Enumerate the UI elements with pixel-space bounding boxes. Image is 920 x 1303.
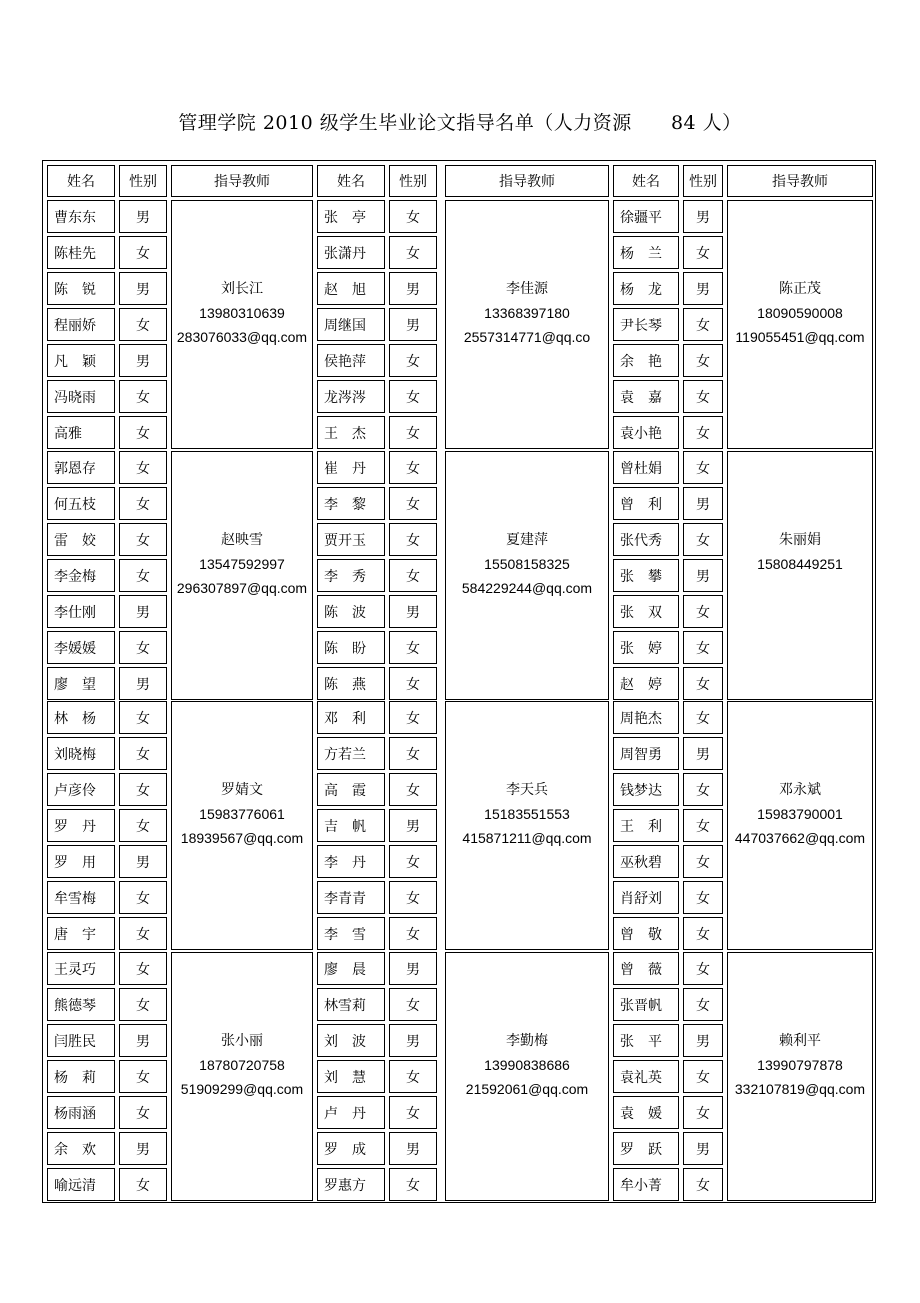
student-name: 何五枝 bbox=[47, 487, 115, 520]
student-gender: 女 bbox=[389, 236, 437, 269]
student-gender: 女 bbox=[119, 631, 167, 664]
student-gender: 男 bbox=[683, 200, 723, 233]
student-gender: 女 bbox=[683, 881, 723, 914]
header-advisor-3: 指导教师 bbox=[727, 165, 873, 197]
advisor-phone: 15183551553 bbox=[484, 805, 570, 822]
advisor-email: 283076033@qq.com bbox=[176, 328, 308, 345]
advisor-email: 2557314771@qq.co bbox=[463, 328, 591, 345]
student-gender: 女 bbox=[119, 308, 167, 341]
advisor-name: 罗婧文 bbox=[221, 781, 263, 798]
student-name: 赵 旭 bbox=[317, 272, 385, 305]
student-gender: 男 bbox=[119, 344, 167, 377]
student-gender: 女 bbox=[683, 845, 723, 878]
student-gender: 女 bbox=[119, 952, 167, 985]
student-gender: 女 bbox=[683, 380, 723, 413]
advisor-phone: 15508158325 bbox=[484, 555, 570, 572]
advisor-email: 18939567@qq.com bbox=[180, 829, 304, 846]
student-gender: 女 bbox=[683, 809, 723, 842]
student-name: 罗惠方 bbox=[317, 1168, 385, 1201]
advisor-email: 296307897@qq.com bbox=[176, 579, 308, 596]
student-name: 张 婷 bbox=[613, 631, 679, 664]
student-name: 唐 宇 bbox=[47, 917, 115, 950]
student-gender: 女 bbox=[389, 451, 437, 484]
student-name: 张潇丹 bbox=[317, 236, 385, 269]
advisor-phone: 18780720758 bbox=[199, 1056, 285, 1073]
student-name: 罗 丹 bbox=[47, 809, 115, 842]
student-name: 刘 波 bbox=[317, 1024, 385, 1057]
student-gender: 女 bbox=[683, 416, 723, 449]
student-name: 刘晓梅 bbox=[47, 737, 115, 770]
advisor-roster-table bbox=[42, 160, 876, 1203]
advisor-name: 朱丽娟 bbox=[779, 531, 821, 548]
student-name: 闫胜民 bbox=[47, 1024, 115, 1057]
student-gender: 女 bbox=[389, 1060, 437, 1093]
student-gender: 男 bbox=[119, 667, 167, 700]
student-gender: 女 bbox=[119, 416, 167, 449]
student-gender: 男 bbox=[389, 308, 437, 341]
advisor-email: 584229244@qq.com bbox=[461, 579, 593, 596]
advisor-name: 邓永斌 bbox=[779, 781, 821, 798]
student-name: 罗 用 bbox=[47, 845, 115, 878]
header-name-2: 姓名 bbox=[317, 165, 385, 197]
advisor-block bbox=[171, 952, 313, 1201]
student-gender: 男 bbox=[119, 1132, 167, 1165]
student-gender: 女 bbox=[119, 737, 167, 770]
advisor-phone: 13990797878 bbox=[757, 1056, 843, 1073]
student-gender: 女 bbox=[119, 701, 167, 734]
student-gender: 男 bbox=[119, 595, 167, 628]
advisor-block bbox=[727, 200, 873, 449]
student-gender: 女 bbox=[389, 523, 437, 556]
advisor-name: 刘长江 bbox=[221, 280, 263, 297]
student-name: 龙涔涔 bbox=[317, 380, 385, 413]
student-gender: 女 bbox=[683, 1168, 723, 1201]
student-name: 徐疆平 bbox=[613, 200, 679, 233]
student-gender: 女 bbox=[683, 667, 723, 700]
student-name: 邓 利 bbox=[317, 701, 385, 734]
student-name: 凡 颖 bbox=[47, 344, 115, 377]
advisor-name: 李天兵 bbox=[506, 781, 548, 798]
student-name: 卢彦伶 bbox=[47, 773, 115, 806]
student-name: 吉 帆 bbox=[317, 809, 385, 842]
student-gender: 女 bbox=[389, 667, 437, 700]
student-name: 陈 锐 bbox=[47, 272, 115, 305]
advisor-block bbox=[727, 451, 873, 700]
student-name: 袁 媛 bbox=[613, 1096, 679, 1129]
student-name: 张 亭 bbox=[317, 200, 385, 233]
student-gender: 女 bbox=[683, 344, 723, 377]
advisor-block bbox=[171, 200, 313, 449]
student-name: 罗 跃 bbox=[613, 1132, 679, 1165]
student-name: 张代秀 bbox=[613, 523, 679, 556]
student-name: 张 平 bbox=[613, 1024, 679, 1057]
student-name: 李 雪 bbox=[317, 917, 385, 950]
advisor-email: 415871211@qq.com bbox=[462, 829, 592, 846]
advisor-block bbox=[445, 701, 609, 950]
student-name: 杨 龙 bbox=[613, 272, 679, 305]
advisor-email: 51909299@qq.com bbox=[180, 1080, 304, 1097]
header-advisor-1: 指导教师 bbox=[171, 165, 313, 197]
student-name: 李仕刚 bbox=[47, 595, 115, 628]
student-gender: 女 bbox=[389, 845, 437, 878]
advisor-phone: 18090590008 bbox=[757, 304, 843, 321]
student-name: 张 攀 bbox=[613, 559, 679, 592]
student-gender: 女 bbox=[389, 1096, 437, 1129]
student-name: 牟雪梅 bbox=[47, 881, 115, 914]
advisor-email: 332107819@qq.com bbox=[734, 1080, 866, 1097]
advisor-name: 李佳源 bbox=[506, 280, 548, 297]
student-gender: 女 bbox=[389, 881, 437, 914]
student-gender: 女 bbox=[389, 917, 437, 950]
page-title: 管理学院 2010 级学生毕业论文指导名单（人力资源 84 人） bbox=[178, 112, 742, 134]
student-gender: 女 bbox=[683, 917, 723, 950]
student-gender: 男 bbox=[119, 272, 167, 305]
student-gender: 男 bbox=[389, 1024, 437, 1057]
student-gender: 男 bbox=[683, 737, 723, 770]
student-name: 王 利 bbox=[613, 809, 679, 842]
student-gender: 男 bbox=[683, 487, 723, 520]
advisor-phone: 15983790001 bbox=[757, 805, 843, 822]
advisor-block bbox=[171, 451, 313, 700]
student-gender: 女 bbox=[389, 701, 437, 734]
student-name: 杨 兰 bbox=[613, 236, 679, 269]
student-name: 周继国 bbox=[317, 308, 385, 341]
student-name: 袁小艳 bbox=[613, 416, 679, 449]
student-gender: 男 bbox=[389, 809, 437, 842]
student-name: 李 黎 bbox=[317, 487, 385, 520]
student-name: 陈 波 bbox=[317, 595, 385, 628]
header-advisor-2: 指导教师 bbox=[445, 165, 609, 197]
student-gender: 女 bbox=[683, 595, 723, 628]
student-name: 崔 丹 bbox=[317, 451, 385, 484]
student-gender: 女 bbox=[683, 308, 723, 341]
advisor-phone: 15983776061 bbox=[199, 805, 285, 822]
student-gender: 女 bbox=[683, 988, 723, 1021]
header-name-3: 姓名 bbox=[613, 165, 679, 197]
student-gender: 女 bbox=[683, 1096, 723, 1129]
student-name: 李 秀 bbox=[317, 559, 385, 592]
advisor-phone: 13980310639 bbox=[199, 304, 285, 321]
header-gender-2: 性别 bbox=[389, 165, 437, 197]
student-name: 方若兰 bbox=[317, 737, 385, 770]
student-name: 冯晓雨 bbox=[47, 380, 115, 413]
student-name: 袁 嘉 bbox=[613, 380, 679, 413]
student-name: 陈 燕 bbox=[317, 667, 385, 700]
student-gender: 女 bbox=[389, 1168, 437, 1201]
student-gender: 女 bbox=[119, 1060, 167, 1093]
student-name: 喻远清 bbox=[47, 1168, 115, 1201]
student-gender: 女 bbox=[683, 952, 723, 985]
advisor-block bbox=[727, 701, 873, 950]
advisor-phone: 13547592997 bbox=[199, 555, 285, 572]
student-gender: 女 bbox=[119, 809, 167, 842]
student-name: 卢 丹 bbox=[317, 1096, 385, 1129]
student-gender: 女 bbox=[119, 1168, 167, 1201]
student-gender: 女 bbox=[683, 523, 723, 556]
student-gender: 女 bbox=[119, 523, 167, 556]
student-gender: 女 bbox=[389, 631, 437, 664]
student-gender: 女 bbox=[119, 881, 167, 914]
student-gender: 男 bbox=[119, 845, 167, 878]
student-name: 袁礼英 bbox=[613, 1060, 679, 1093]
student-name: 肖舒刘 bbox=[613, 881, 679, 914]
student-name: 王灵巧 bbox=[47, 952, 115, 985]
advisor-email: 447037662@qq.com bbox=[734, 829, 866, 846]
student-name: 余 欢 bbox=[47, 1132, 115, 1165]
student-name: 高 霞 bbox=[317, 773, 385, 806]
student-gender: 女 bbox=[119, 236, 167, 269]
student-name: 李 丹 bbox=[317, 845, 385, 878]
student-name: 余 艳 bbox=[613, 344, 679, 377]
student-name: 罗 成 bbox=[317, 1132, 385, 1165]
student-gender: 女 bbox=[389, 487, 437, 520]
student-gender: 男 bbox=[683, 1024, 723, 1057]
student-gender: 女 bbox=[389, 380, 437, 413]
student-gender: 男 bbox=[389, 272, 437, 305]
student-name: 李金梅 bbox=[47, 559, 115, 592]
student-gender: 男 bbox=[389, 595, 437, 628]
student-name: 林 杨 bbox=[47, 701, 115, 734]
student-gender: 男 bbox=[389, 952, 437, 985]
advisor-block bbox=[727, 952, 873, 1201]
advisor-phone: 13368397180 bbox=[484, 304, 570, 321]
student-name: 张晋帆 bbox=[613, 988, 679, 1021]
student-name: 刘 慧 bbox=[317, 1060, 385, 1093]
student-gender: 女 bbox=[119, 1096, 167, 1129]
student-gender: 女 bbox=[683, 773, 723, 806]
student-name: 高雅 bbox=[47, 416, 115, 449]
student-name: 曾 薇 bbox=[613, 952, 679, 985]
student-name: 程丽娇 bbox=[47, 308, 115, 341]
student-name: 牟小菁 bbox=[613, 1168, 679, 1201]
student-gender: 女 bbox=[119, 559, 167, 592]
advisor-name: 李勤梅 bbox=[506, 1032, 548, 1049]
student-name: 周艳杰 bbox=[613, 701, 679, 734]
student-name: 李媛媛 bbox=[47, 631, 115, 664]
advisor-email: 21592061@qq.com bbox=[465, 1080, 589, 1097]
student-gender: 女 bbox=[389, 988, 437, 1021]
advisor-name: 赵映雪 bbox=[221, 531, 263, 548]
student-name: 尹长琴 bbox=[613, 308, 679, 341]
student-name: 熊德琴 bbox=[47, 988, 115, 1021]
student-name: 巫秋碧 bbox=[613, 845, 679, 878]
student-name: 陈 盼 bbox=[317, 631, 385, 664]
student-name: 王 杰 bbox=[317, 416, 385, 449]
student-name: 陈桂先 bbox=[47, 236, 115, 269]
advisor-name: 陈正茂 bbox=[779, 280, 821, 297]
header-name-1: 姓名 bbox=[47, 165, 115, 197]
student-name: 曾 利 bbox=[613, 487, 679, 520]
student-name: 林雪莉 bbox=[317, 988, 385, 1021]
student-gender: 男 bbox=[119, 200, 167, 233]
header-gender-3: 性别 bbox=[683, 165, 723, 197]
student-gender: 女 bbox=[119, 380, 167, 413]
student-gender: 女 bbox=[119, 917, 167, 950]
student-gender: 女 bbox=[119, 988, 167, 1021]
student-name: 赵 婷 bbox=[613, 667, 679, 700]
student-name: 钱梦达 bbox=[613, 773, 679, 806]
student-name: 杨雨涵 bbox=[47, 1096, 115, 1129]
student-gender: 女 bbox=[389, 200, 437, 233]
student-gender: 男 bbox=[119, 1024, 167, 1057]
advisor-email: 119055451@qq.com bbox=[735, 328, 865, 345]
student-name: 郭恩存 bbox=[47, 451, 115, 484]
student-name: 杨 莉 bbox=[47, 1060, 115, 1093]
student-gender: 女 bbox=[119, 487, 167, 520]
student-gender: 女 bbox=[389, 737, 437, 770]
advisor-phone: 13990838686 bbox=[484, 1056, 570, 1073]
student-gender: 女 bbox=[683, 631, 723, 664]
student-gender: 女 bbox=[683, 1060, 723, 1093]
student-gender: 女 bbox=[389, 559, 437, 592]
advisor-block bbox=[445, 200, 609, 449]
student-gender: 女 bbox=[389, 773, 437, 806]
student-gender: 男 bbox=[389, 1132, 437, 1165]
student-gender: 男 bbox=[683, 1132, 723, 1165]
student-gender: 女 bbox=[683, 236, 723, 269]
student-gender: 男 bbox=[683, 559, 723, 592]
student-gender: 女 bbox=[389, 344, 437, 377]
student-gender: 女 bbox=[683, 451, 723, 484]
student-name: 曾 敬 bbox=[613, 917, 679, 950]
student-gender: 女 bbox=[389, 416, 437, 449]
student-name: 廖 晨 bbox=[317, 952, 385, 985]
student-name: 曾杜娟 bbox=[613, 451, 679, 484]
advisor-name: 赖利平 bbox=[779, 1032, 821, 1049]
student-name: 贾开玉 bbox=[317, 523, 385, 556]
advisor-name: 夏建萍 bbox=[506, 531, 548, 548]
student-gender: 女 bbox=[683, 701, 723, 734]
student-name: 曹东东 bbox=[47, 200, 115, 233]
advisor-block bbox=[445, 952, 609, 1201]
student-gender: 女 bbox=[119, 451, 167, 484]
advisor-block bbox=[445, 451, 609, 700]
student-name: 雷 姣 bbox=[47, 523, 115, 556]
student-name: 侯艳萍 bbox=[317, 344, 385, 377]
student-gender: 女 bbox=[119, 773, 167, 806]
student-gender: 男 bbox=[683, 272, 723, 305]
student-name: 廖 望 bbox=[47, 667, 115, 700]
student-name: 李青青 bbox=[317, 881, 385, 914]
student-name: 张 双 bbox=[613, 595, 679, 628]
advisor-name: 张小丽 bbox=[221, 1032, 263, 1049]
header-gender-1: 性别 bbox=[119, 165, 167, 197]
advisor-phone: 15808449251 bbox=[757, 555, 843, 572]
student-name: 周智勇 bbox=[613, 737, 679, 770]
advisor-block bbox=[171, 701, 313, 950]
